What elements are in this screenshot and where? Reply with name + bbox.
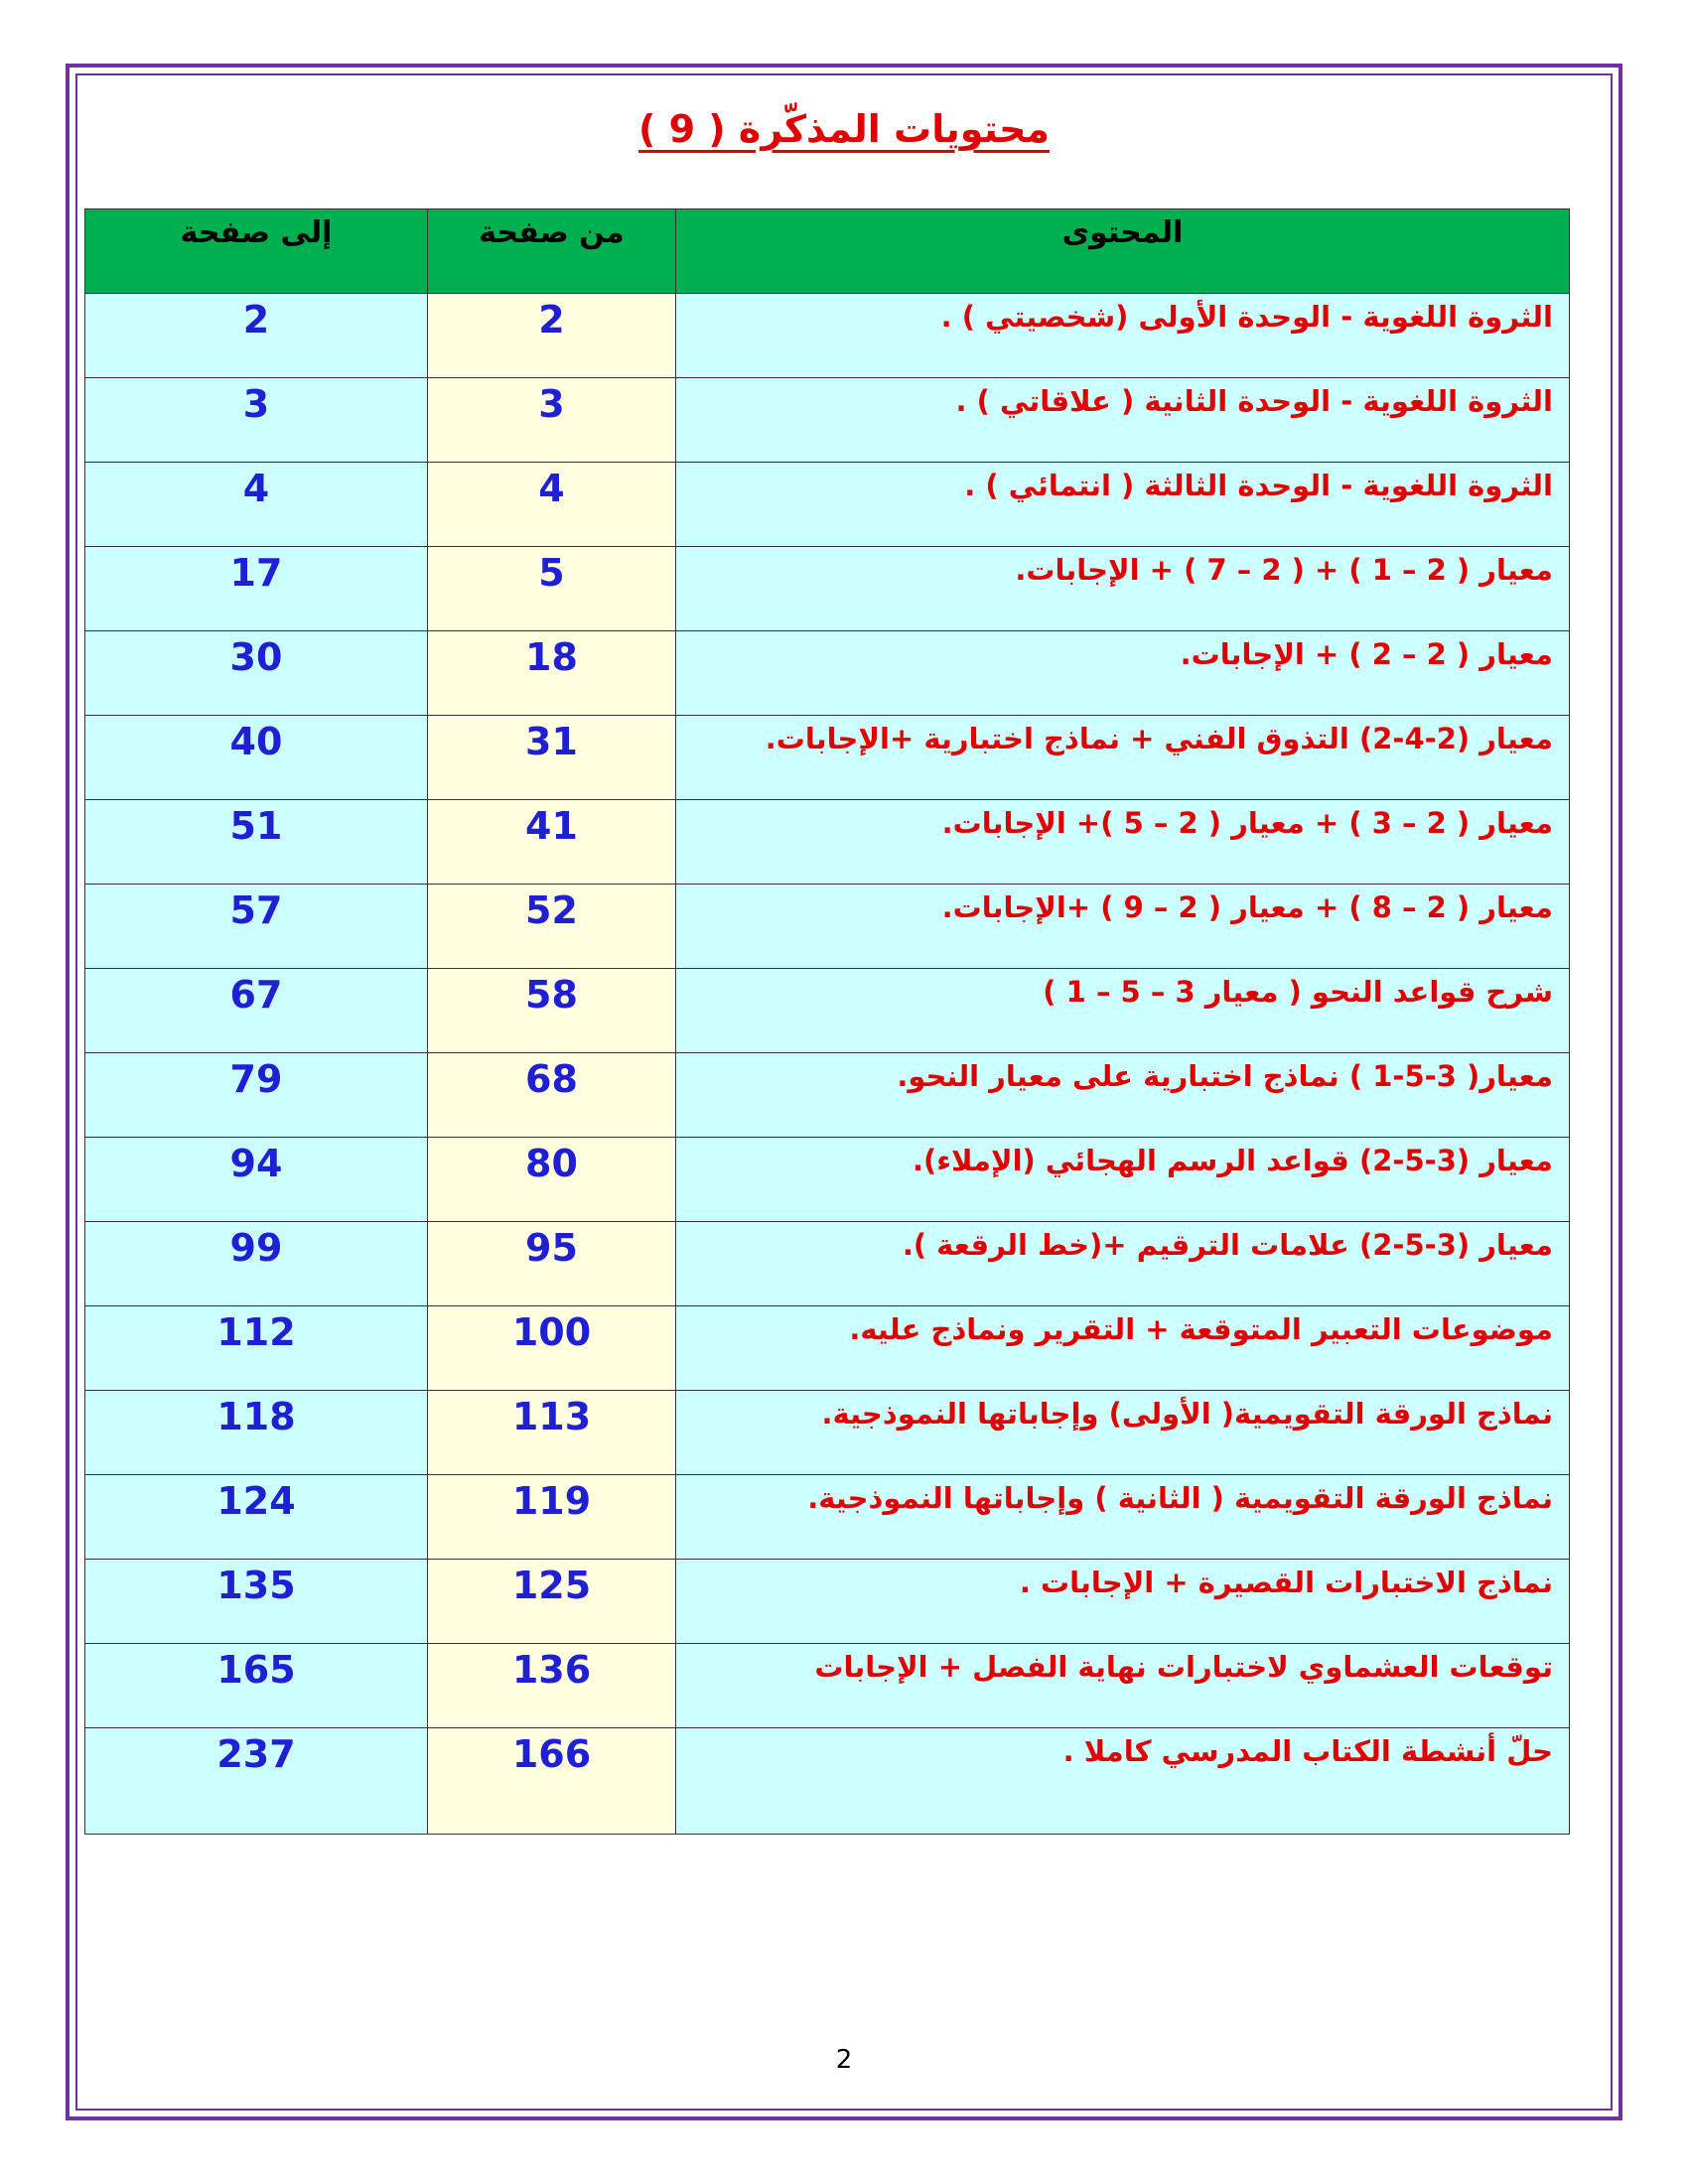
row-content: حلّ أنشطة الكتاب المدرسي كاملا . (676, 1728, 1570, 1835)
row-to-page: 67 (85, 969, 428, 1053)
table-row (85, 1138, 1570, 1222)
table-row (85, 1222, 1570, 1306)
table-row (85, 1475, 1570, 1560)
page-title: محتويات المذكّرة ( 9 ) (638, 107, 1050, 151)
contents-table (84, 208, 1570, 1835)
row-from-page: 95 (428, 1222, 676, 1306)
row-from-page: 80 (428, 1138, 676, 1222)
row-content: معيار (2-4-2) التذوق الفني + نماذج اختبارية +الإجابات. (676, 716, 1570, 800)
row-to-page: 112 (85, 1306, 428, 1391)
row-to-page: 79 (85, 1053, 428, 1138)
row-from-page: 18 (428, 631, 676, 716)
row-from-page: 3 (428, 378, 676, 463)
table-row (85, 1560, 1570, 1644)
row-to-page: 57 (85, 885, 428, 969)
row-to-page: 124 (85, 1475, 428, 1560)
row-from-page: 100 (428, 1306, 676, 1391)
row-to-page: 165 (85, 1644, 428, 1728)
table-row (85, 969, 1570, 1053)
row-content: معيار (3-5-2) علامات الترقيم +(خط الرقعة ). (676, 1222, 1570, 1306)
table-row (85, 463, 1570, 547)
row-to-page: 30 (85, 631, 428, 716)
row-to-page: 237 (85, 1728, 428, 1835)
row-to-page: 94 (85, 1138, 428, 1222)
row-content: الثروة اللغوية - الوحدة الثانية ( علاقاتي ) . (676, 378, 1570, 463)
table-row (85, 378, 1570, 463)
row-content: نماذج الورقة التقويمية ( الثانية ) وإجاباتها النموذجية. (676, 1475, 1570, 1560)
row-from-page: 136 (428, 1644, 676, 1728)
table-row (85, 1644, 1570, 1728)
row-from-page: 5 (428, 547, 676, 631)
row-to-page: 99 (85, 1222, 428, 1306)
row-content: الثروة اللغوية - الوحدة الثالثة ( انتمائي ) . (676, 463, 1570, 547)
row-from-page: 113 (428, 1391, 676, 1475)
row-content: موضوعات التعبير المتوقعة + التقرير ونماذج عليه. (676, 1306, 1570, 1391)
row-content: توقعات العشماوي لاختبارات نهاية الفصل + الإجابات (676, 1644, 1570, 1728)
row-content: الثروة اللغوية - الوحدة الأولى (شخصيتي ) . (676, 294, 1570, 378)
row-from-page: 52 (428, 885, 676, 969)
header-from-page: من صفحة (428, 209, 676, 294)
header-content: المحتوى (676, 209, 1570, 294)
row-from-page: 31 (428, 716, 676, 800)
row-to-page: 17 (85, 547, 428, 631)
row-content: معيار ( 2 – 2 ) + الإجابات. (676, 631, 1570, 716)
row-content: نماذج الاختبارات القصيرة + الإجابات . (676, 1560, 1570, 1644)
header-to-page: إلى صفحة (85, 209, 428, 294)
table-row (85, 1053, 1570, 1138)
row-from-page: 41 (428, 800, 676, 885)
row-to-page: 118 (85, 1391, 428, 1475)
row-to-page: 2 (85, 294, 428, 378)
page-number: 2 (835, 2045, 853, 2075)
row-content: نماذج الورقة التقويمية( الأولى) وإجاباتها النموذجية. (676, 1391, 1570, 1475)
table-header-row (85, 209, 1570, 294)
row-to-page: 51 (85, 800, 428, 885)
row-to-page: 3 (85, 378, 428, 463)
row-from-page: 119 (428, 1475, 676, 1560)
row-to-page: 135 (85, 1560, 428, 1644)
row-content: معيار( 3-5-1 ) نماذج اختبارية على معيار النحو. (676, 1053, 1570, 1138)
row-content: معيار ( 2 – 1 ) + ( 2 – 7 ) + الإجابات. (676, 547, 1570, 631)
table-row (85, 1391, 1570, 1475)
row-from-page: 125 (428, 1560, 676, 1644)
row-from-page: 58 (428, 969, 676, 1053)
row-to-page: 40 (85, 716, 428, 800)
table-row (85, 800, 1570, 885)
table-row (85, 1306, 1570, 1391)
row-content: معيار ( 2 – 8 ) + معيار ( 2 – 9 ) +الإجابات. (676, 885, 1570, 969)
table-row (85, 716, 1570, 800)
table-row (85, 1728, 1570, 1835)
row-content: معيار (3-5-2) قواعد الرسم الهجائي (الإملاء). (676, 1138, 1570, 1222)
row-from-page: 68 (428, 1053, 676, 1138)
row-to-page: 4 (85, 463, 428, 547)
table-row (85, 885, 1570, 969)
row-content: معيار ( 2 – 3 ) + معيار ( 2 – 5 )+ الإجابات. (676, 800, 1570, 885)
row-content: شرح قواعد النحو ( معيار 3 – 5 – 1 ) (676, 969, 1570, 1053)
row-from-page: 4 (428, 463, 676, 547)
row-from-page: 166 (428, 1728, 676, 1835)
table-row (85, 631, 1570, 716)
table-row (85, 294, 1570, 378)
row-from-page: 2 (428, 294, 676, 378)
table-row (85, 547, 1570, 631)
